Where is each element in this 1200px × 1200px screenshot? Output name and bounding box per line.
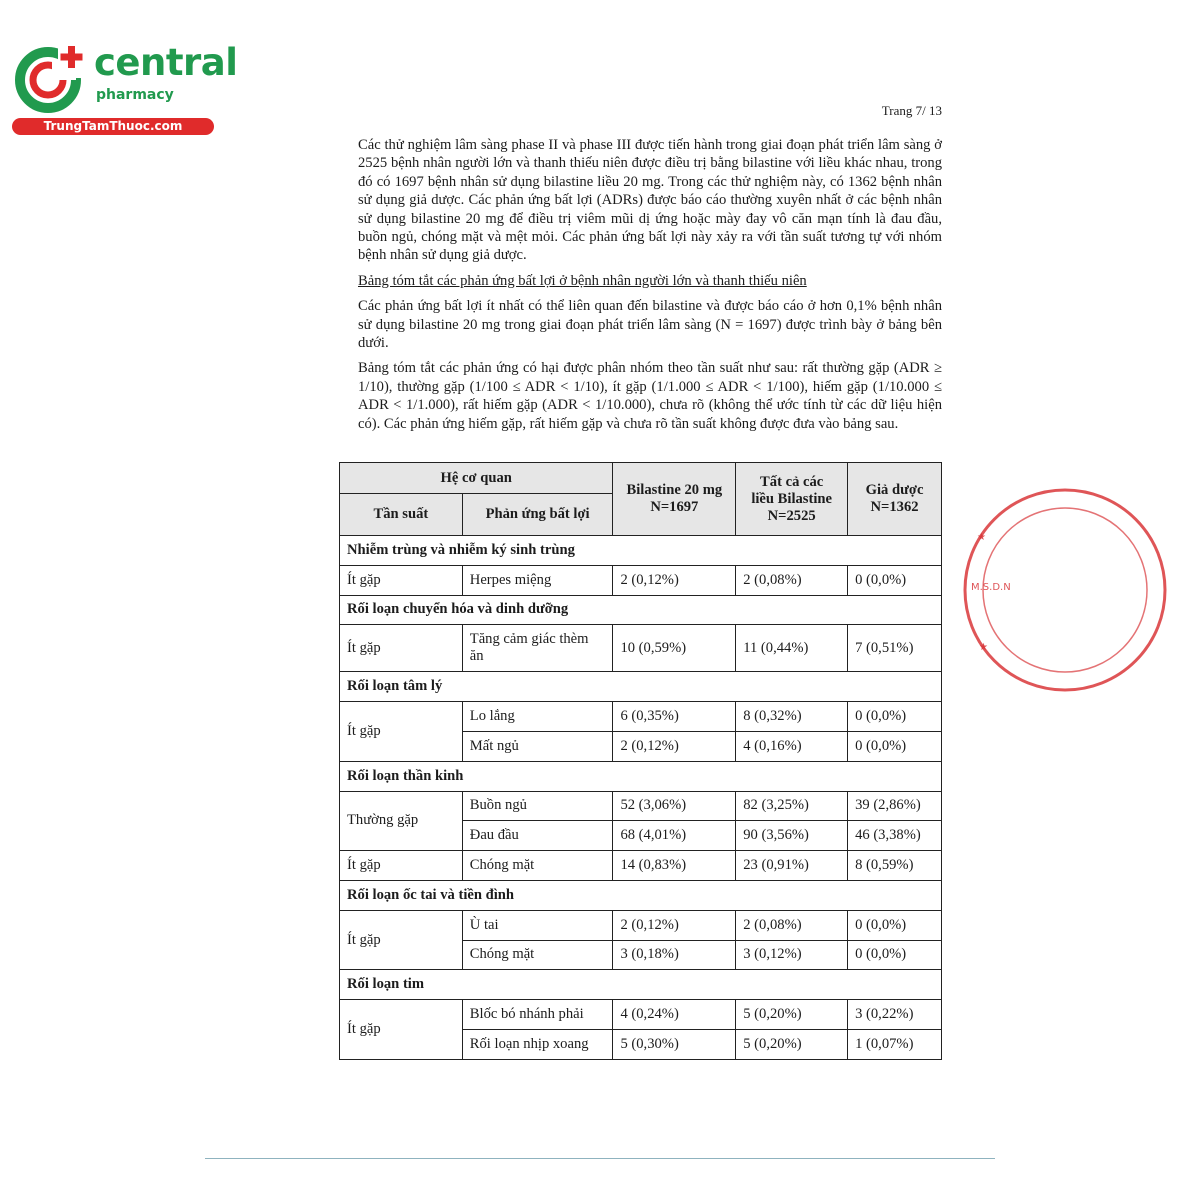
header-placebo-n: N=1362 <box>870 499 919 515</box>
organ-group-title: Rối loạn ốc tai và tiền đình <box>340 880 942 910</box>
pharmacy-cross-logo-icon <box>12 40 88 116</box>
bilastine-20mg-cell: 2 (0,12%) <box>613 910 736 940</box>
organ-group-title: Rối loạn thần kinh <box>340 761 942 791</box>
page-number: Trang 7/ 13 <box>881 103 942 118</box>
logo-brand-subtitle: pharmacy <box>96 87 174 103</box>
table-row <box>340 625 942 672</box>
placebo-cell: 7 (0,51%) <box>848 625 942 672</box>
placebo-cell: 0 (0,0%) <box>848 731 942 761</box>
placebo-cell: 0 (0,0%) <box>848 565 942 595</box>
all-doses-cell: 11 (0,44%) <box>736 625 848 672</box>
bilastine-20mg-cell: 2 (0,12%) <box>613 731 736 761</box>
intro-paragraph: Các thử nghiệm lâm sàng phase II và phase III được tiến hành trong giai đoạn phát triển lâm sàng ở 2525 bệnh nhân người lớn và thanh thiếu niên được điều trị bằng bilastine với liều khác nhau, trong đó có 1697 bệnh nhân sử dụng bilastine liều 20 mg. Trong các thử nghiệm này, có 1362 bệnh nhân sử dụng giả dược. Các phản ứng bất lợi (ADRs) được báo cáo thường xuyên nhất ở các bệnh nhân sử dụng bilastine 20 mg để điều trị viêm mũi dị ứng hoặc mày đay vô căn mạn tính là đau đầu, buồn ngủ, chóng mặt và mệt mỏi. Các phản ứng bất lợi này xảy ra với tần suất tương tự với nhóm bệnh nhân sử dụng giả dược. <box>358 137 942 264</box>
bilastine-20mg-cell: 4 (0,24%) <box>613 1000 736 1030</box>
header-bilastine-20mg-label: Bilastine 20 mg <box>626 482 723 498</box>
header-reaction: Phản ứng bất lợi <box>462 494 613 536</box>
svg-text:M.S.D.N: M.S.D.N <box>971 582 1011 593</box>
reaction-cell: Mất ngủ <box>462 731 613 761</box>
table-row <box>340 851 942 881</box>
section-heading: Bảng tóm tắt các phản ứng bất lợi ở bệnh nhân người lớn và thanh thiếu niên <box>358 272 807 289</box>
placebo-cell: 0 (0,0%) <box>848 702 942 732</box>
frequency-cell: Ít gặp <box>340 702 463 762</box>
reaction-cell: Chóng mặt <box>462 940 613 970</box>
logo-website-banner: TrungTamThuoc.com <box>12 118 214 135</box>
all-doses-cell: 2 (0,08%) <box>736 910 848 940</box>
frequency-cell: Ít gặp <box>340 1000 463 1060</box>
header-organ-system: Hệ cơ quan <box>340 463 613 494</box>
all-doses-cell: 2 (0,08%) <box>736 565 848 595</box>
red-seal-stamp <box>955 480 1011 700</box>
all-doses-cell: 90 (3,56%) <box>736 821 848 851</box>
reaction-cell: Lo lắng <box>462 702 613 732</box>
reaction-cell: Chóng mặt <box>462 851 613 881</box>
table-row <box>340 1000 942 1030</box>
all-doses-cell: 23 (0,91%) <box>736 851 848 881</box>
header-all-doses <box>736 463 848 536</box>
document-body <box>358 136 942 440</box>
bilastine-20mg-cell: 6 (0,35%) <box>613 702 736 732</box>
placebo-cell: 0 (0,0%) <box>848 910 942 940</box>
frequency-cell: Thường gặp <box>340 791 463 851</box>
reaction-cell: Blốc bó nhánh phải <box>462 1000 613 1030</box>
bilastine-20mg-cell: 14 (0,83%) <box>613 851 736 881</box>
organ-group-title: Rối loạn chuyển hóa và dinh dưỡng <box>340 595 942 625</box>
header-placebo-label: Giả dược <box>865 482 924 498</box>
bilastine-20mg-cell: 10 (0,59%) <box>613 625 736 672</box>
placebo-cell: 8 (0,59%) <box>848 851 942 881</box>
bilastine-20mg-cell: 68 (4,01%) <box>613 821 736 851</box>
organ-group-title: Nhiễm trùng và nhiễm ký sinh trùng <box>340 536 942 566</box>
reaction-cell: Herpes miệng <box>462 565 613 595</box>
bilastine-20mg-cell: 3 (0,18%) <box>613 940 736 970</box>
all-doses-cell: 82 (3,25%) <box>736 791 848 821</box>
svg-text:★: ★ <box>977 532 986 543</box>
placebo-cell: 0 (0,0%) <box>848 940 942 970</box>
header-all-doses-label-1: Tất cả các <box>760 473 824 490</box>
table-row <box>340 565 942 595</box>
svg-text:★: ★ <box>979 642 988 653</box>
all-doses-cell: 8 (0,32%) <box>736 702 848 732</box>
description-paragraph: Các phản ứng bất lợi ít nhất có thể liên quan đến bilastine và được báo cáo ở hơn 0,1% bệnh nhân sử dụng bilastine 20 mg trong giai đoạn phát triển lâm sàng (N = 1697) được trình bày ở bảng bên dưới. <box>358 298 942 352</box>
all-doses-cell: 5 (0,20%) <box>736 1029 848 1059</box>
central-pharmacy-logo <box>8 36 238 136</box>
table-row <box>340 791 942 821</box>
organ-group-title: Rối loạn tâm lý <box>340 672 942 702</box>
header-frequency: Tần suất <box>340 494 463 536</box>
reaction-cell: Tăng cảm giác thèm ăn <box>462 625 613 672</box>
header-placebo <box>848 463 942 536</box>
reaction-cell: Đau đầu <box>462 821 613 851</box>
bilastine-20mg-cell: 5 (0,30%) <box>613 1029 736 1059</box>
frequency-cell: Ít gặp <box>340 910 463 970</box>
all-doses-cell: 4 (0,16%) <box>736 731 848 761</box>
placebo-cell: 46 (3,38%) <box>848 821 942 851</box>
table-row <box>340 910 942 940</box>
footer-divider <box>205 1158 995 1159</box>
frequency-cell: Ít gặp <box>340 565 463 595</box>
bilastine-20mg-cell: 52 (3,06%) <box>613 791 736 821</box>
reaction-cell: Buồn ngủ <box>462 791 613 821</box>
placebo-cell: 39 (2,86%) <box>848 791 942 821</box>
header-all-doses-label-2: liều Bilastine <box>751 490 832 507</box>
organ-group-title: Rối loạn tim <box>340 970 942 1000</box>
adverse-reactions-table <box>339 462 942 1060</box>
header-all-doses-n: N=2525 <box>767 507 816 524</box>
header-bilastine-20mg-n: N=1697 <box>650 499 699 515</box>
placebo-cell: 3 (0,22%) <box>848 1000 942 1030</box>
table-row <box>340 702 942 732</box>
header-bilastine-20mg <box>613 463 736 536</box>
reaction-cell: Ù tai <box>462 910 613 940</box>
reaction-cell: Rối loạn nhịp xoang <box>462 1029 613 1059</box>
frequency-cell: Ít gặp <box>340 851 463 881</box>
logo-brand-name: central <box>94 41 238 84</box>
placebo-cell: 1 (0,07%) <box>848 1029 942 1059</box>
all-doses-cell: 3 (0,12%) <box>736 940 848 970</box>
bilastine-20mg-cell: 2 (0,12%) <box>613 565 736 595</box>
frequency-cell: Ít gặp <box>340 625 463 672</box>
all-doses-cell: 5 (0,20%) <box>736 1000 848 1030</box>
frequency-definition-paragraph: Bảng tóm tắt các phản ứng có hại được phân nhóm theo tần suất như sau: rất thường gặp (ADR ≥ 1/10), thường gặp (1/100 ≤ ADR < 1/10), ít gặp (1/1.000 ≤ ADR < 1/100), hiếm gặp (1/10.000 ≤ ADR < 1/1.000), rất hiếm gặp (ADR < 1/10.000), chưa rõ (không thể ước tính từ các dữ liệu hiện có). Các phản ứng hiếm gặp, rất hiếm gặp và chưa rõ tần suất không được đưa vào bảng sau. <box>358 360 942 432</box>
